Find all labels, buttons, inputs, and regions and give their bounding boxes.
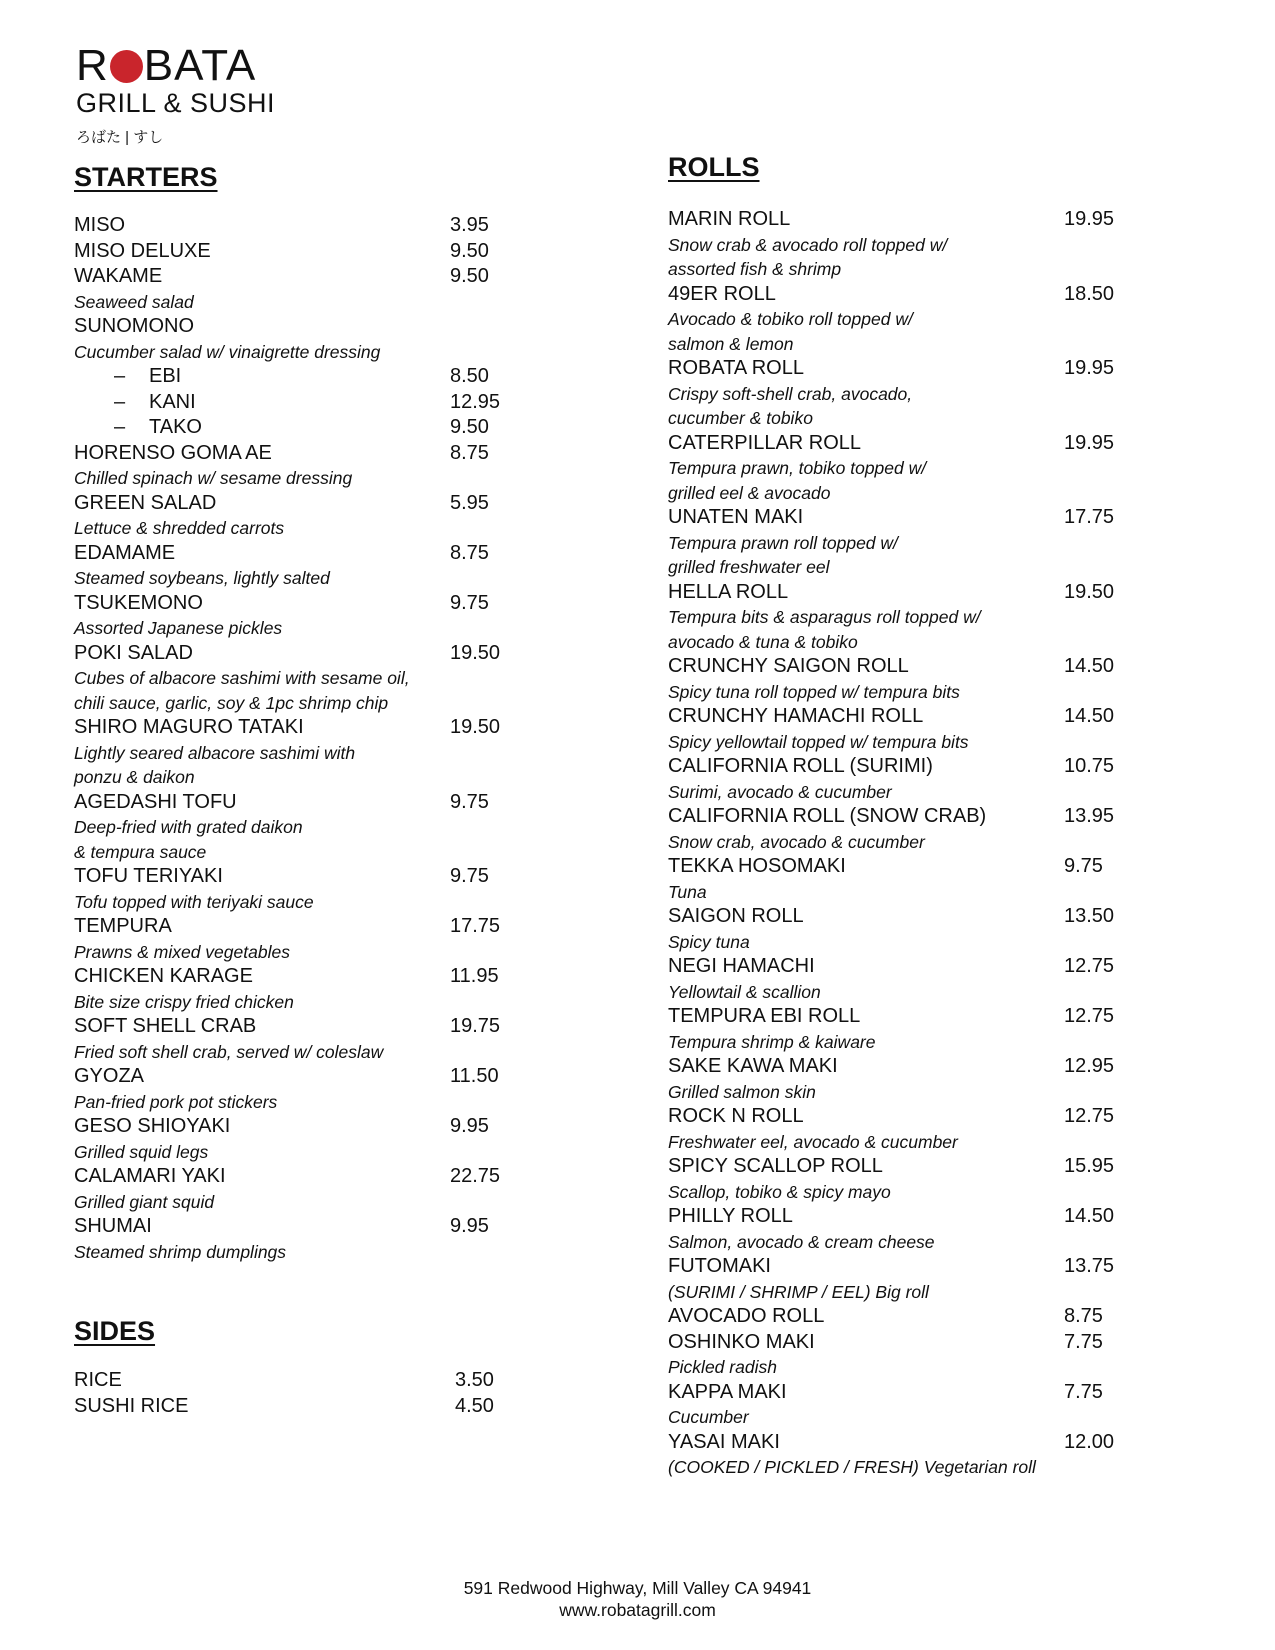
menu-item-tekka-hosomaki xyxy=(668,854,1228,880)
starters-list xyxy=(74,213,554,1264)
menu-item-miso-deluxe xyxy=(74,239,554,265)
item-description: Lightly seared albacore sashimi with xyxy=(74,742,356,763)
menu-item-calamari-yaki xyxy=(74,1164,554,1190)
item-price: 17.75 xyxy=(450,915,501,937)
menu-item-soft-shell-crab xyxy=(74,1014,554,1040)
menu-item-rock-n-roll xyxy=(668,1104,1228,1130)
item-description: Freshwater eel, avocado & cucumber xyxy=(668,1131,958,1152)
item-description: Deep-fried with grated daikon xyxy=(74,817,303,837)
item-description: Tuna xyxy=(668,881,707,902)
sides-heading: SIDES xyxy=(74,1316,156,1346)
item-name: ROBATA ROLL xyxy=(668,357,804,379)
item-description: Bite size crispy fried chicken xyxy=(74,991,294,1012)
sub-item-dash: – xyxy=(114,365,126,387)
item-price: 19.95 xyxy=(1064,208,1115,230)
menu-item-ebi xyxy=(74,364,554,390)
menu-item-49er-roll xyxy=(668,282,1228,308)
item-description: Spicy yellowtail topped w/ tempura bits xyxy=(668,731,969,752)
item-name: SAKE KAWA MAKI xyxy=(668,1055,838,1077)
menu-item-saigon-roll xyxy=(668,904,1228,930)
item-name: RICE xyxy=(74,1369,122,1391)
restaurant-logo xyxy=(76,41,276,148)
item-name: GESO SHIOYAKI xyxy=(74,1115,231,1137)
item-price: 4.50 xyxy=(455,1394,494,1417)
item-description: Snow crab & avocado roll topped w/ xyxy=(668,234,948,255)
item-description: Steamed soybeans, lightly salted xyxy=(74,568,330,588)
item-price: 11.95 xyxy=(450,965,499,987)
item-name: MISO xyxy=(74,214,126,236)
item-description: Lettuce & shredded carrots xyxy=(74,518,285,538)
item-name: 49ER ROLL xyxy=(668,282,776,305)
menu-item-wakame xyxy=(74,264,554,290)
footer-website: www.robatagrill.com xyxy=(559,1600,716,1620)
item-price: 17.75 xyxy=(1064,506,1115,528)
menu-item-marin-roll xyxy=(668,207,1228,233)
menu-item-shumai xyxy=(74,1214,554,1240)
item-name: TEMPURA EBI ROLL xyxy=(668,1005,861,1027)
item-description: Grilled squid legs xyxy=(74,1141,209,1162)
item-name: HORENSO GOMA AE xyxy=(74,441,272,464)
item-price: 14.50 xyxy=(1064,1205,1115,1227)
item-description: grilled eel & avocado xyxy=(668,482,831,503)
item-price: 19.95 xyxy=(1064,431,1115,454)
menu-item-geso-shioyaki xyxy=(74,1114,554,1140)
menu-item-california-roll-surimi xyxy=(668,754,1228,780)
item-description: Spicy tuna roll topped w/ tempura bits xyxy=(668,681,960,702)
item-description: Fried soft shell crab, served w/ coleslaw xyxy=(74,1041,384,1062)
item-price: 9.95 xyxy=(450,1215,489,1237)
item-name: OSHINKO MAKI xyxy=(668,1330,815,1353)
logo-japanese-text: ろばた | すし xyxy=(76,129,164,146)
item-name: SOFT SHELL CRAB xyxy=(74,1015,257,1037)
item-name: CALAMARI YAKI xyxy=(74,1165,226,1187)
item-price: 7.75 xyxy=(1064,1330,1103,1353)
item-name: CALIFORNIA ROLL (SNOW CRAB) xyxy=(668,805,987,827)
item-name: UNATEN MAKI xyxy=(668,506,804,528)
item-price: 19.95 xyxy=(1064,357,1115,379)
item-price: 13.75 xyxy=(1064,1255,1115,1277)
item-name: AVOCADO ROLL xyxy=(668,1305,825,1327)
menu-item-tempura xyxy=(74,914,554,940)
item-price: 9.75 xyxy=(450,591,489,614)
item-description: Chilled spinach w/ sesame dressing xyxy=(74,468,353,488)
menu-item-oshinko-maki xyxy=(668,1330,1228,1356)
item-price: 19.75 xyxy=(450,1015,501,1037)
logo-letter-r: R xyxy=(76,41,109,90)
item-name: SHUMAI xyxy=(74,1215,152,1237)
item-description: (SURIMI / SHRIMP / EEL) Big roll xyxy=(668,1281,929,1302)
menu-item-yasai-maki xyxy=(668,1430,1228,1456)
item-description: Scallop, tobiko & spicy mayo xyxy=(668,1181,891,1202)
item-price: 7.75 xyxy=(1064,1380,1103,1403)
item-price: 19.50 xyxy=(450,641,501,664)
item-description: & tempura sauce xyxy=(74,841,207,862)
item-description: cucumber & tobiko xyxy=(668,408,813,428)
sub-item-name: EBI xyxy=(149,365,182,387)
item-price: 13.50 xyxy=(1064,905,1115,927)
item-description: Cucumber salad w/ vinaigrette dressing xyxy=(74,341,381,362)
item-description: Seaweed salad xyxy=(74,291,194,312)
item-name: FUTOMAKI xyxy=(668,1255,771,1277)
item-price: 8.75 xyxy=(1064,1305,1103,1327)
item-description: Assorted Japanese pickles xyxy=(74,618,283,638)
item-name: KAPPA MAKI xyxy=(668,1380,787,1403)
menu-item-edamame xyxy=(74,541,554,567)
menu-item-caterpillar-roll xyxy=(668,431,1228,457)
item-name: EDAMAME xyxy=(74,541,176,564)
item-name: SUNOMONO xyxy=(74,315,194,337)
item-name: PHILLY ROLL xyxy=(668,1205,793,1227)
menu-item-shiro-maguro-tataki xyxy=(74,715,554,741)
menu-item-tsukemono xyxy=(74,591,554,617)
logo-tagline: GRILL & SUSHI xyxy=(76,88,276,118)
item-name: TOFU TERIYAKI xyxy=(74,865,223,887)
item-description: Grilled giant squid xyxy=(74,1191,215,1212)
menu-item-crunchy-saigon-roll xyxy=(668,654,1228,680)
item-description: assorted fish & shrimp xyxy=(668,259,842,279)
sub-item-dash: – xyxy=(114,390,126,413)
item-name: TSUKEMONO xyxy=(74,591,203,614)
item-name: YASAI MAKI xyxy=(668,1430,780,1453)
item-description: chili sauce, garlic, soy & 1pc shrimp chip xyxy=(74,692,389,713)
menu-item-sake-kawa-maki xyxy=(668,1054,1228,1080)
menu-item-agedashi-tofu xyxy=(74,790,554,816)
starters-heading: STARTERS xyxy=(74,162,218,192)
item-price: 19.50 xyxy=(1064,580,1115,603)
item-name: ROCK N ROLL xyxy=(668,1105,804,1127)
menu-item-spicy-scallop-roll xyxy=(668,1154,1228,1180)
item-description: (COOKED / PICKLED / FRESH) Vegetarian roll xyxy=(668,1457,1036,1477)
rolls-heading: ROLLS xyxy=(668,152,760,182)
menu-item-philly-roll xyxy=(668,1204,1228,1230)
item-description: Spicy tuna xyxy=(668,931,750,952)
item-description: Avocado & tobiko roll topped w/ xyxy=(668,309,913,329)
item-name: CRUNCHY SAIGON ROLL xyxy=(668,655,909,677)
menu-item-crunchy-hamachi-roll xyxy=(668,704,1228,730)
item-price: 22.75 xyxy=(450,1165,501,1187)
item-name: SUSHI RICE xyxy=(74,1394,189,1417)
item-price: 9.50 xyxy=(450,416,489,438)
item-price: 9.50 xyxy=(450,239,489,262)
menu-item-sunomono xyxy=(74,314,554,340)
item-price: 5.95 xyxy=(450,491,489,514)
sub-item-dash: – xyxy=(114,416,126,438)
item-description: Tempura bits & asparagus roll topped w/ xyxy=(668,607,981,627)
item-price: 3.95 xyxy=(450,214,489,236)
item-price: 3.50 xyxy=(455,1369,494,1391)
item-name: TEMPURA xyxy=(74,915,172,937)
menu-item-tofu-teriyaki xyxy=(74,864,554,890)
item-description: Snow crab, avocado & cucumber xyxy=(668,831,925,852)
item-name: CATERPILLAR ROLL xyxy=(668,431,862,454)
item-description: Steamed shrimp dumplings xyxy=(74,1241,287,1262)
logo-letters-bata: BATA xyxy=(143,41,257,90)
menu-item-poki-salad xyxy=(74,641,554,667)
item-price: 12.95 xyxy=(450,390,501,413)
menu-item-hella-roll xyxy=(668,580,1228,606)
item-description: Cubes of albacore sashimi with sesame oil, xyxy=(74,668,410,688)
menu-item-negi-hamachi xyxy=(668,954,1228,980)
item-price: 9.95 xyxy=(450,1115,489,1137)
item-description: Prawns & mixed vegetables xyxy=(74,941,290,962)
item-price: 12.75 xyxy=(1064,1005,1115,1027)
item-price: 18.50 xyxy=(1064,282,1115,305)
item-price: 9.75 xyxy=(450,790,489,813)
menu-item-kappa-maki xyxy=(668,1380,1228,1406)
sub-item-name: KANI xyxy=(149,390,196,413)
item-description: Cucumber xyxy=(668,1407,749,1427)
footer xyxy=(0,1577,1275,1621)
item-name: HELLA ROLL xyxy=(668,580,789,603)
menu-item-sushi-rice xyxy=(74,1394,554,1420)
logo-red-circle-icon xyxy=(110,50,143,83)
item-name: SHIRO MAGURO TATAKI xyxy=(74,716,304,738)
menu-item-robata-roll xyxy=(668,356,1228,382)
item-name: NEGI HAMACHI xyxy=(668,955,815,977)
menu-item-california-roll-snow-crab xyxy=(668,804,1228,830)
item-description: Grilled salmon skin xyxy=(668,1081,816,1102)
menu-item-horenso-goma-ae xyxy=(74,441,554,467)
item-price: 9.75 xyxy=(450,865,489,887)
item-description: Surimi, avocado & cucumber xyxy=(668,781,892,802)
item-description: Yellowtail & scallion xyxy=(668,981,821,1002)
item-name: CRUNCHY HAMACHI ROLL xyxy=(668,705,924,727)
rolls-list xyxy=(668,207,1228,1480)
menu-item-unaten-maki xyxy=(668,505,1228,531)
item-description: Pickled radish xyxy=(668,1357,777,1377)
item-price: 8.75 xyxy=(450,541,489,564)
item-description: Tempura prawn roll topped w/ xyxy=(668,532,898,553)
item-name: AGEDASHI TOFU xyxy=(74,790,237,813)
item-description: Crispy soft-shell crab, avocado, xyxy=(668,383,913,404)
item-price: 9.75 xyxy=(1064,855,1103,877)
item-price: 12.75 xyxy=(1064,1105,1115,1127)
item-name: CHICKEN KARAGE xyxy=(74,965,253,987)
item-price: 15.95 xyxy=(1064,1155,1115,1177)
item-price: 8.50 xyxy=(450,365,489,387)
menu-item-avocado-roll xyxy=(668,1304,1228,1330)
item-name: POKI SALAD xyxy=(74,641,193,664)
item-price: 11.50 xyxy=(450,1065,499,1087)
menu-item-rice xyxy=(74,1368,554,1394)
sub-item-name: TAKO xyxy=(149,416,202,438)
item-name: CALIFORNIA ROLL (SURIMI) xyxy=(668,755,933,777)
item-name: GREEN SALAD xyxy=(74,491,217,514)
item-name: MARIN ROLL xyxy=(668,208,791,230)
item-price: 12.75 xyxy=(1064,955,1115,977)
item-description: ponzu & daikon xyxy=(74,767,195,787)
menu-item-gyoza xyxy=(74,1064,554,1090)
item-price: 9.50 xyxy=(450,265,489,287)
item-name: SPICY SCALLOP ROLL xyxy=(668,1155,883,1177)
item-description: Tofu topped with teriyaki sauce xyxy=(74,891,314,912)
item-price: 14.50 xyxy=(1064,655,1115,677)
item-description: Salmon, avocado & cream cheese xyxy=(668,1231,935,1252)
item-price: 8.75 xyxy=(450,441,489,464)
item-name: WAKAME xyxy=(74,265,163,287)
item-name: GYOZA xyxy=(74,1065,145,1087)
item-price: 13.95 xyxy=(1064,805,1115,827)
item-price: 12.95 xyxy=(1064,1055,1115,1077)
item-description: Tempura shrimp & kaiware xyxy=(668,1031,876,1052)
item-name: TEKKA HOSOMAKI xyxy=(668,855,846,877)
item-name: MISO DELUXE xyxy=(74,239,211,262)
item-price: 10.75 xyxy=(1064,755,1115,777)
item-price: 14.50 xyxy=(1064,705,1115,727)
item-price: 12.00 xyxy=(1064,1430,1115,1453)
menu-item-chicken-karage xyxy=(74,964,554,990)
item-description: avocado & tuna & tobiko xyxy=(668,631,858,652)
item-name: SAIGON ROLL xyxy=(668,905,804,927)
item-description: Pan-fried pork pot stickers xyxy=(74,1091,278,1112)
logo-wordmark xyxy=(76,41,275,90)
menu-item-miso xyxy=(74,213,554,239)
menu-item-green-salad xyxy=(74,491,554,517)
footer-address: 591 Redwood Highway, Mill Valley CA 94941 xyxy=(463,1578,812,1598)
item-description: grilled freshwater eel xyxy=(668,557,830,577)
menu-item-futomaki xyxy=(668,1254,1228,1280)
sides-list xyxy=(74,1368,554,1419)
menu-item-tako xyxy=(74,415,554,441)
menu-item-kani xyxy=(74,390,554,416)
item-description: salmon & lemon xyxy=(668,333,794,354)
item-description: Tempura prawn, tobiko topped w/ xyxy=(668,458,927,478)
menu-item-tempura-ebi-roll xyxy=(668,1004,1228,1030)
item-price: 19.50 xyxy=(450,716,501,738)
